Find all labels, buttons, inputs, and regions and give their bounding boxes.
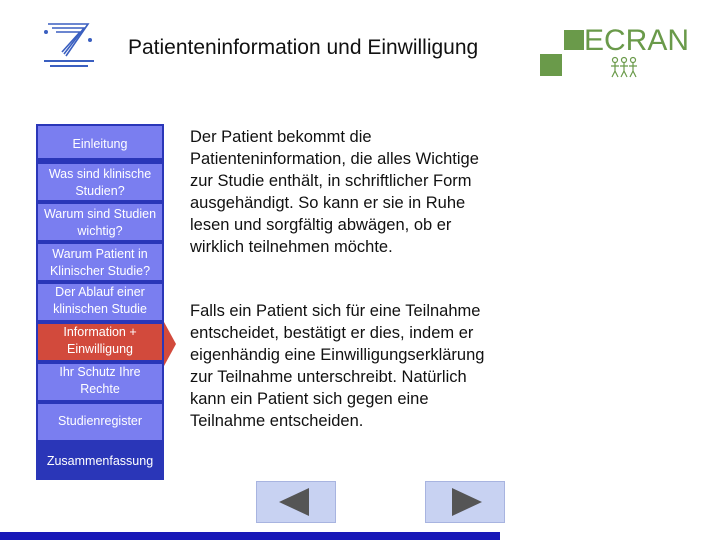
triangle-left-icon: [257, 482, 335, 522]
sidebar-item-studienregister[interactable]: Studienregister: [38, 404, 162, 440]
sidebar-item-warum-patient[interactable]: Warum Patient in Klinischer Studie?: [38, 244, 162, 280]
paragraph-1: Der Patient bekommt die Patienteninformation, die alles Wichtige zur Studie enthält, in schriftlicher Form ausgehändigt. So kann er sie in Ruhe lesen und sorgfältig abwägen, ob er wirklich teilnehmen möchte.: [190, 128, 479, 256]
ecran-logo: [540, 24, 690, 82]
triangle-right-icon: [426, 482, 504, 522]
sidebar-item-schutz-rechte[interactable]: Ihr Schutz Ihre Rechte: [38, 364, 162, 400]
previous-button[interactable]: [256, 481, 336, 523]
sidebar-item-einleitung[interactable]: Einleitung: [38, 126, 162, 158]
bottom-bar: [0, 532, 500, 540]
page-title: Patienteninformation und Einwilligung: [128, 36, 479, 59]
sidebar-item-information-einwilligung[interactable]: Information + Einwilligung: [38, 324, 162, 360]
ecran-square-icon: [540, 54, 562, 76]
fp7-logo: [36, 18, 102, 72]
active-item-marker-icon: [164, 322, 176, 366]
sidebar-item-ablauf-studie[interactable]: Der Ablauf einer klinischen Studie: [38, 284, 162, 320]
sidebar-item-was-sind-klinische-studien[interactable]: Was sind klinische Studien?: [38, 164, 162, 200]
paragraph-2: Falls ein Patient sich für eine Teilnahme entscheidet, bestätigt er dies, indem er eigenhändig eine Einwilligungserklärung zur Teilnahme unterschreibt. Natürlich kann ein Patient sich gegen eine Teilnahme entscheiden.: [190, 302, 485, 430]
sidebar: [36, 124, 164, 480]
ecran-square-icon: [564, 30, 584, 50]
sidebar-item-zusammenfassung[interactable]: Zusammenfassung: [46, 454, 154, 468]
ecran-logo-text: ECRAN: [584, 24, 690, 57]
fp7-logo-icon: [36, 18, 102, 72]
sidebar-item-warum-sind-studien-wichtig[interactable]: Warum sind Studien wichtig?: [38, 204, 162, 240]
next-button[interactable]: [425, 481, 505, 523]
people-figures-icon: [610, 56, 638, 78]
